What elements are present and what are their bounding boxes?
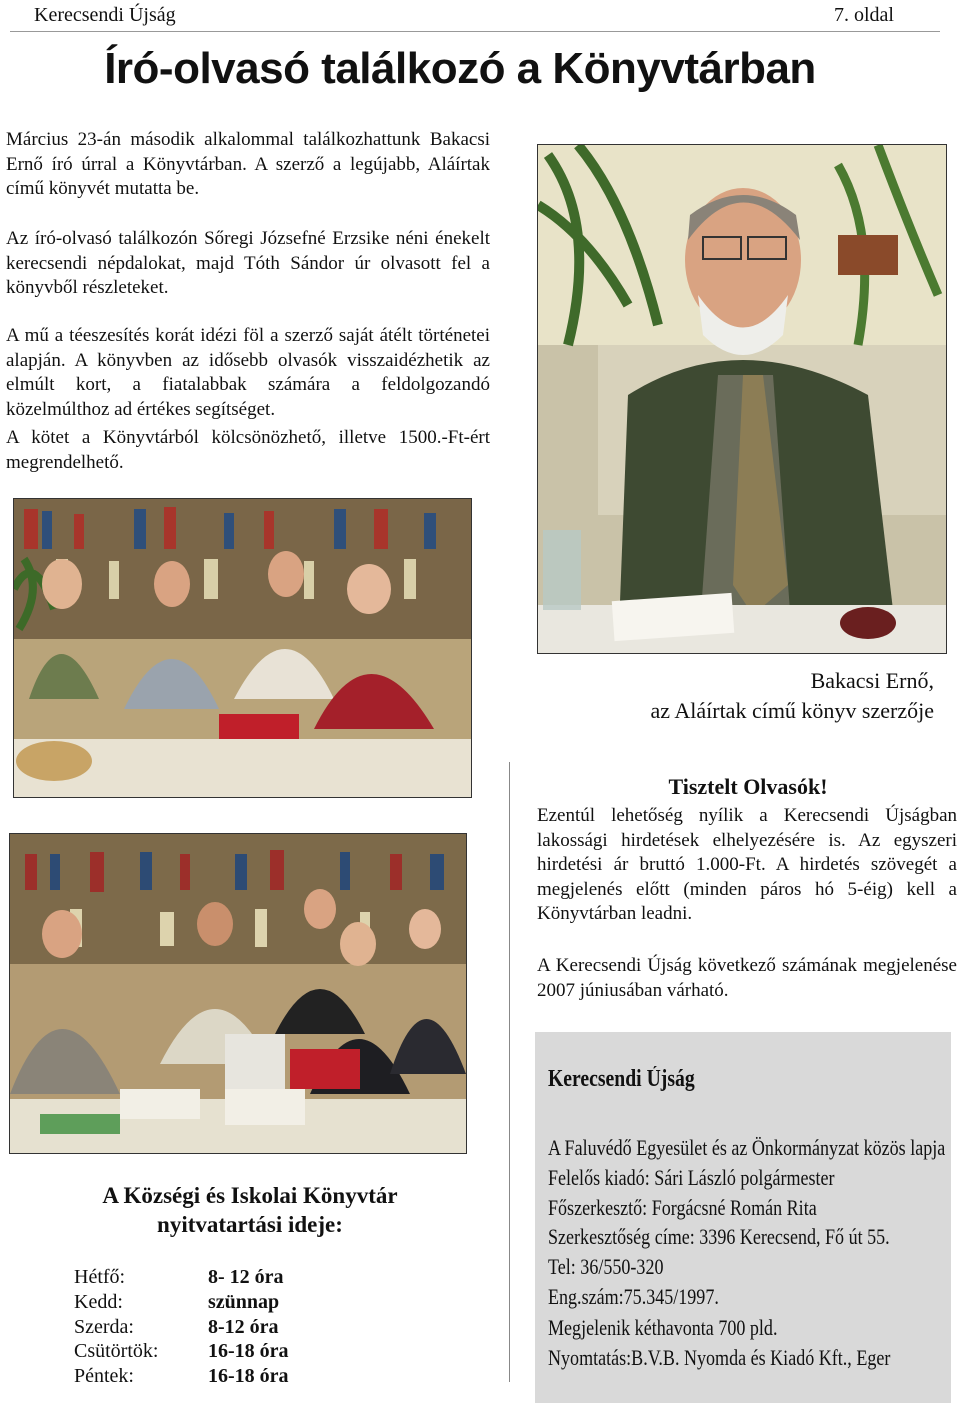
photo-caption <box>651 666 934 726</box>
impressum-title: Kerecsendi Újság <box>548 1066 695 1092</box>
audience-women-photo <box>13 498 472 798</box>
impressum-line: Megjelenik kéthavonta 700 pld. <box>548 1315 778 1340</box>
impressum-line: A Faluvédő Egyesület és az Önkormányzat közös lapja <box>548 1135 946 1160</box>
impressum-line: Felelős kiadó: Sári László polgármester <box>548 1165 835 1190</box>
publication-name: Kerecsendi Újság <box>34 4 176 26</box>
notice-paragraph-2: A Kerecsendi Újság következő számának megjelenése 2007 júniusában várható. <box>537 955 957 1001</box>
hours-time: 16-18 óra <box>208 1365 289 1387</box>
author-portrait-photo <box>537 144 947 654</box>
hours-time: 16-18 óra <box>208 1340 289 1362</box>
notice-paragraph-1: Ezentúl lehetőség nyílik a Kerecsendi Újságban lakossági hirdetések elhelyezésére is. Az egyszeri hirdetési ár bruttó 1.000-Ft. A hirdetés szövegét a megjelenés előtt (minden páros hó 5-éig) kell a Könyvtárban leadni. <box>537 805 957 924</box>
impressum-line: Nyomtatás:B.V.B. Nyomda és Kiadó Kft., Eger <box>548 1345 891 1370</box>
page-number: 7. oldal <box>834 4 894 26</box>
page-title: Író-olvasó találkozó a Könyvtárban <box>104 44 816 93</box>
hours-time: 8-12 óra <box>208 1316 279 1338</box>
library-hours-title <box>40 1181 460 1239</box>
article-paragraph-1: Március 23-án második alkalommal találkozhattunk Bakacsi Ernő író úrral a Könyvtárban. A szerző a legújabb, Aláírtak című könyvét mutatta be. <box>6 129 490 199</box>
hours-time: szünnap <box>208 1291 280 1313</box>
article-paragraph-3: A mű a téeszesítés korát idézi föl a szerző saját átélt történetei alapján. A könyvben az idősebb olvasók visszaidézhetik az elmúlt kort, a fiatalabbak számára a feldolgozandó közelmúlthoz ad értékes segítséget. <box>6 325 490 420</box>
library-hours-subtitle: nyitvatartási ideje: <box>157 1212 343 1237</box>
library-name: A Községi és Iskolai Könyvtár <box>102 1183 398 1208</box>
notice-title: Tisztelt Olvasók! <box>668 774 828 799</box>
header-divider <box>10 31 940 32</box>
hours-day: Hétfő: <box>74 1266 126 1288</box>
caption-book: az Aláírtak című könyv szerzője <box>650 698 934 723</box>
hours-day: Szerda: <box>74 1316 134 1338</box>
impressum-line: Tel: 36/550-320 <box>548 1254 664 1279</box>
impressum-line: Eng.szám:75.345/1997. <box>548 1284 719 1309</box>
caption-name: Bakacsi Ernő, <box>810 668 934 693</box>
impressum-line: Szerkesztőség címe: 3396 Kerecsend, Fő út 55. <box>548 1224 890 1249</box>
article-paragraph-2: Az író-olvasó találkozón Sőregi Józsefné Erzsike néni énekelt kerecsendi népdalokat, majd Tóth Sándor úr olvasott fel a könyvből részleteket. <box>6 228 490 298</box>
hours-day: Kedd: <box>74 1291 123 1313</box>
column-divider <box>509 762 510 1382</box>
audience-group-photo <box>9 833 467 1154</box>
hours-day: Péntek: <box>74 1365 134 1387</box>
article-paragraph-4: A kötet a Könyvtárból kölcsönözhető, illetve 1500.-Ft-ért megrendelhető. <box>6 427 490 473</box>
hours-time: 8- 12 óra <box>208 1266 284 1288</box>
impressum-line: Főszerkesztő: Forgácsné Román Rita <box>548 1195 817 1220</box>
hours-day: Csütörtök: <box>74 1340 159 1362</box>
